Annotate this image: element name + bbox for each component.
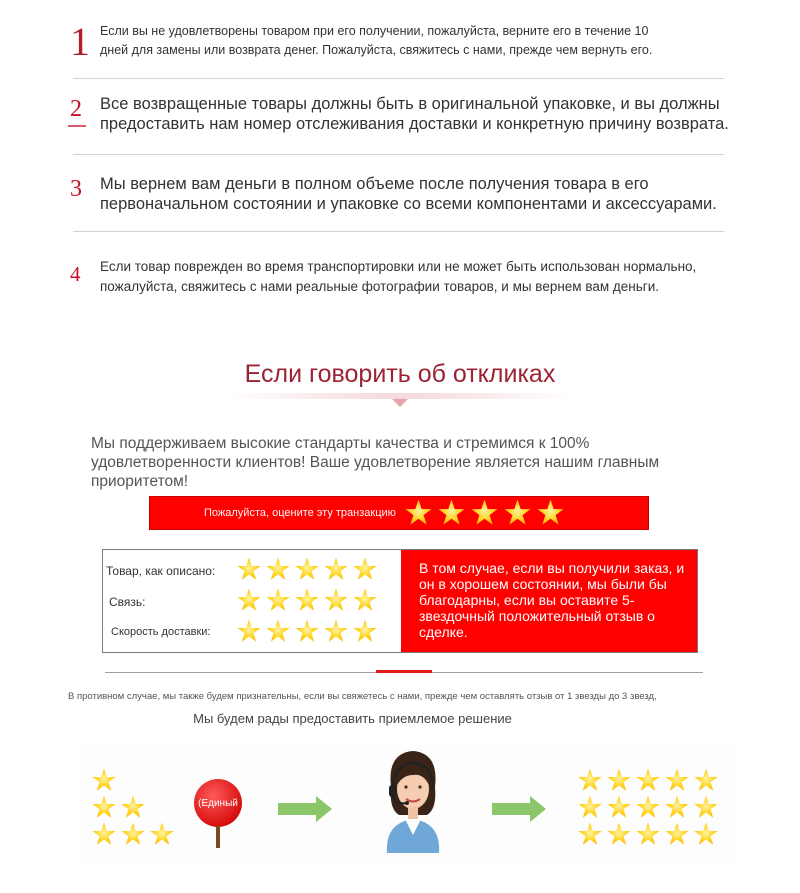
star-icon — [266, 619, 290, 643]
item-number-2: 2 — [70, 96, 82, 122]
low-rating-stars — [92, 768, 121, 792]
rating-stars — [237, 557, 382, 581]
star-icon — [324, 619, 348, 643]
feedback-title: Если говорить об откликах — [244, 360, 556, 388]
star-icon — [607, 795, 631, 819]
arrow-right-icon — [278, 803, 318, 815]
stop-sign-pole — [216, 826, 220, 848]
star-icon — [504, 499, 531, 526]
star-icon — [266, 588, 290, 612]
divider — [73, 231, 724, 232]
star-icon — [150, 822, 174, 846]
item-number-4: 4 — [70, 262, 81, 286]
section-divider-accent — [376, 670, 432, 673]
star-icon — [92, 768, 116, 792]
star-icon — [266, 557, 290, 581]
star-icon — [295, 588, 319, 612]
solution-text: Мы будем рады предоставить приемлемое решение — [193, 711, 512, 726]
star-icon — [324, 557, 348, 581]
rating-label: Товар, как описано: — [106, 564, 216, 578]
quality-statement: Мы поддерживаем высокие стандарты качества и стремимся к 100% удовлетворенности клиентов! Ваше удовлетворение является нашим главным приоритетом! — [91, 435, 660, 490]
star-icon — [121, 795, 145, 819]
star-icon — [353, 619, 377, 643]
star-icon — [471, 499, 498, 526]
item-text-4: Если товар поврежден во время транспортировки или не может быть использован нормально, пожалуйста, свяжитесь с нами реальные фотографии товаров, и мы вернем вам деньги. — [100, 259, 697, 294]
star-icon — [578, 822, 602, 846]
item-number-1: 1 — [70, 19, 90, 64]
rating-stars — [237, 588, 382, 612]
star-icon — [237, 619, 261, 643]
star-icon — [694, 795, 718, 819]
title-triangle-icon — [392, 399, 408, 407]
star-icon — [636, 822, 660, 846]
star-icon — [438, 499, 465, 526]
star-icon — [537, 499, 564, 526]
support-agent-icon — [365, 745, 461, 853]
rate-transaction-label: Пожалуйста, оцените эту транзакцию — [204, 507, 396, 519]
rating-stars — [237, 619, 382, 643]
arrow-right-icon — [492, 803, 532, 815]
star-icon — [324, 588, 348, 612]
star-icon — [295, 557, 319, 581]
item-text-1: Если вы не удовлетворены товаром при его получении, пожалуйста, верните его в течение 10 дней для замены или возврата денег. Пожалуйста, свяжитесь с нами, прежде чем вернуть его. — [100, 24, 653, 57]
ratings-rows — [103, 550, 401, 652]
high-rating-stars — [578, 768, 723, 792]
divider — [73, 154, 724, 155]
positive-feedback-message: В том случае, если вы получили заказ, и он в хорошем состоянии, мы были бы благодарны, если вы оставите 5-звездочный положительный отзыв о сделке. — [401, 550, 697, 652]
low-rating-stars — [92, 795, 150, 819]
low-rating-stars — [92, 822, 179, 846]
stop-sign-text: (Единый — [198, 798, 238, 809]
rate-transaction-stars — [405, 499, 570, 526]
item-number-3: 3 — [70, 176, 82, 202]
star-icon — [665, 768, 689, 792]
star-icon — [92, 822, 116, 846]
star-icon — [353, 588, 377, 612]
rating-row-description — [103, 556, 401, 586]
star-icon — [636, 768, 660, 792]
rating-row-shipping — [103, 618, 401, 648]
star-icon — [694, 822, 718, 846]
star-icon — [636, 795, 660, 819]
star-icon — [578, 795, 602, 819]
high-rating-stars — [578, 795, 723, 819]
star-icon — [121, 822, 145, 846]
star-icon — [607, 822, 631, 846]
rating-label: Связь: — [109, 595, 146, 609]
star-icon — [237, 557, 261, 581]
rating-row-communication — [103, 587, 401, 617]
star-icon — [665, 795, 689, 819]
high-rating-stars — [578, 822, 723, 846]
star-icon — [607, 768, 631, 792]
rating-label: Скорость доставки: — [111, 626, 211, 638]
star-icon — [295, 619, 319, 643]
star-icon — [578, 768, 602, 792]
contact-before-review-note: В противном случае, мы также будем признательны, если вы свяжетесь с нами, прежде чем оставлять отзыв от 1 звезды до 3 звезд, — [68, 691, 657, 702]
star-icon — [92, 795, 116, 819]
ratings-box — [102, 549, 698, 653]
item-text-3: Мы вернем вам деньги в полном объеме после получения товара в его первоначальном состоянии и упаковке со всеми компонентами и аксессуарами. — [100, 175, 717, 213]
star-icon — [665, 822, 689, 846]
star-icon — [694, 768, 718, 792]
item-text-2: Все возвращенные товары должны быть в оригинальной упаковке, и вы должны предоставить нам номер отслеживания доставки и конкретную причину возврата. — [100, 95, 729, 133]
star-icon — [353, 557, 377, 581]
star-icon — [237, 588, 261, 612]
divider — [73, 78, 724, 79]
rate-transaction-bar — [149, 496, 649, 530]
solution-note — [0, 711, 800, 726]
star-icon — [405, 499, 432, 526]
